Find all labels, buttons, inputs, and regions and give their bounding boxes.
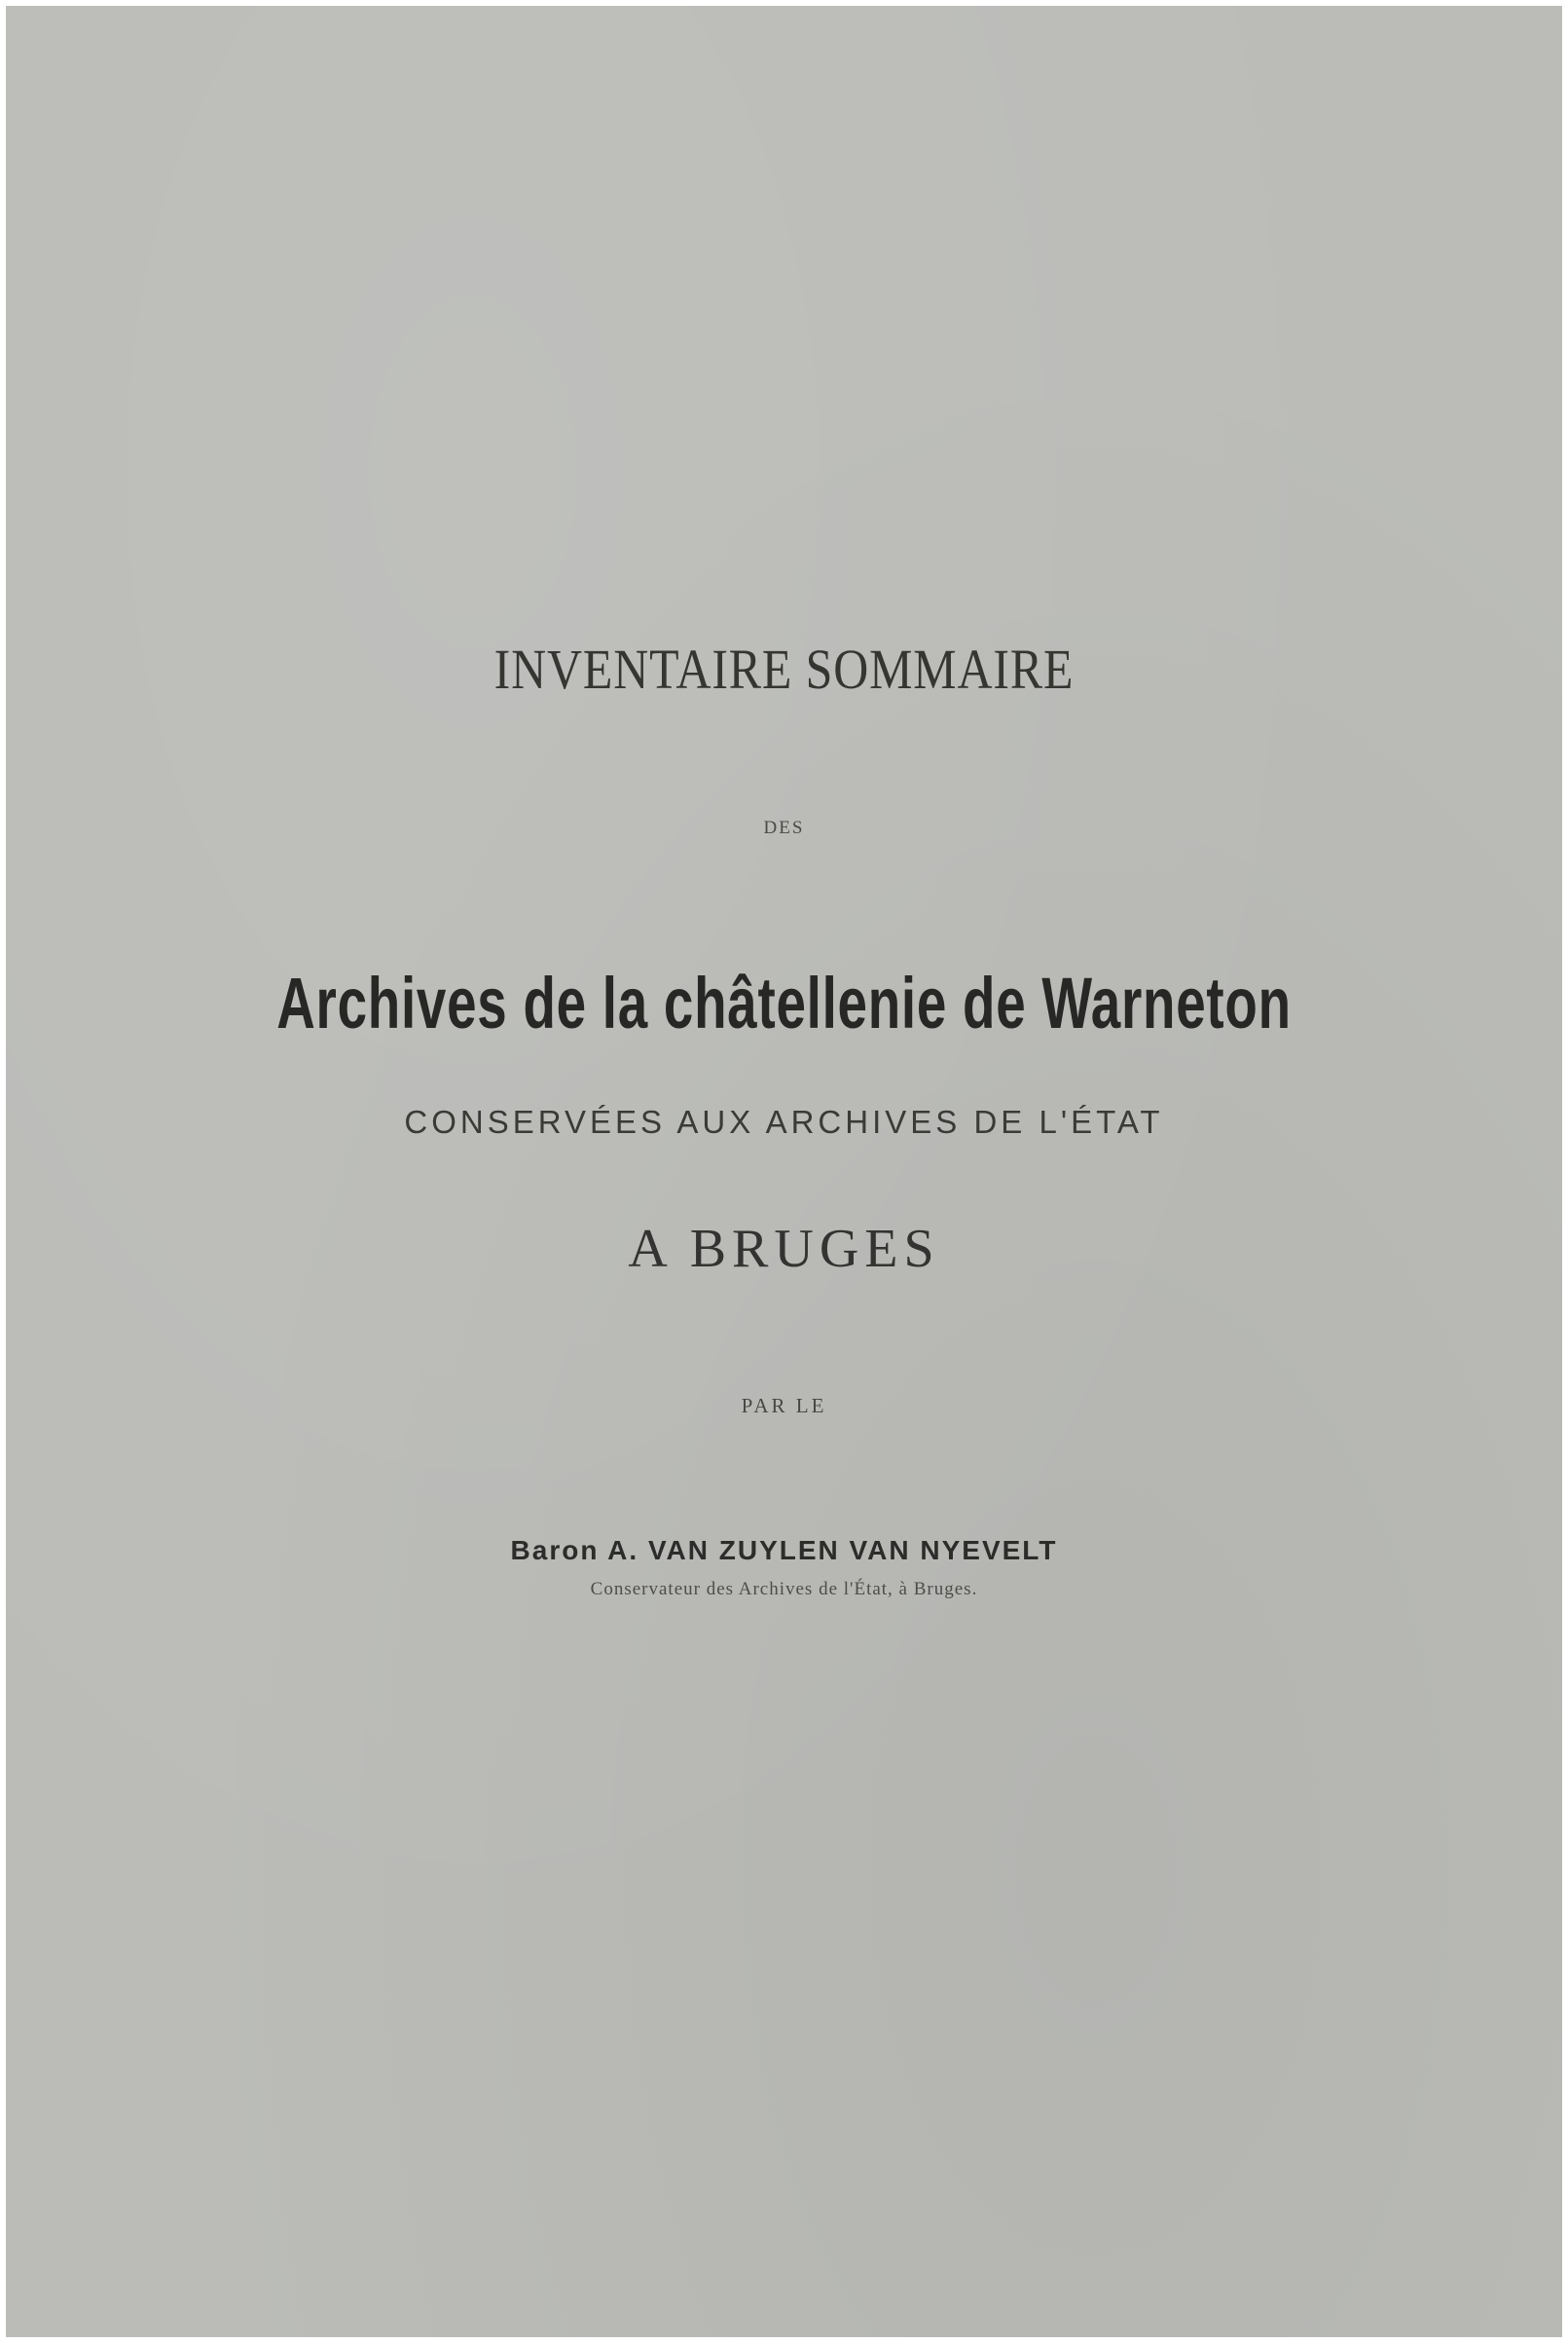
title-page <box>6 6 1562 2337</box>
author-role: Conservateur des Archives de l'État, à Bruges. <box>590 1579 978 1599</box>
city-line: A BRUGES <box>628 1219 940 1279</box>
document-subject: Archives de la châtellenie de Warneton <box>276 963 1292 1043</box>
author-name: Baron A. VAN ZUYLEN VAN NYEVELT <box>510 1535 1058 1565</box>
document-title: INVENTAIRE SOMMAIRE <box>493 638 1075 701</box>
by-line: PAR LE <box>741 1394 827 1417</box>
location-line: CONSERVÉES AUX ARCHIVES DE L'ÉTAT <box>404 1104 1164 1140</box>
connector-text: DES <box>763 818 805 838</box>
